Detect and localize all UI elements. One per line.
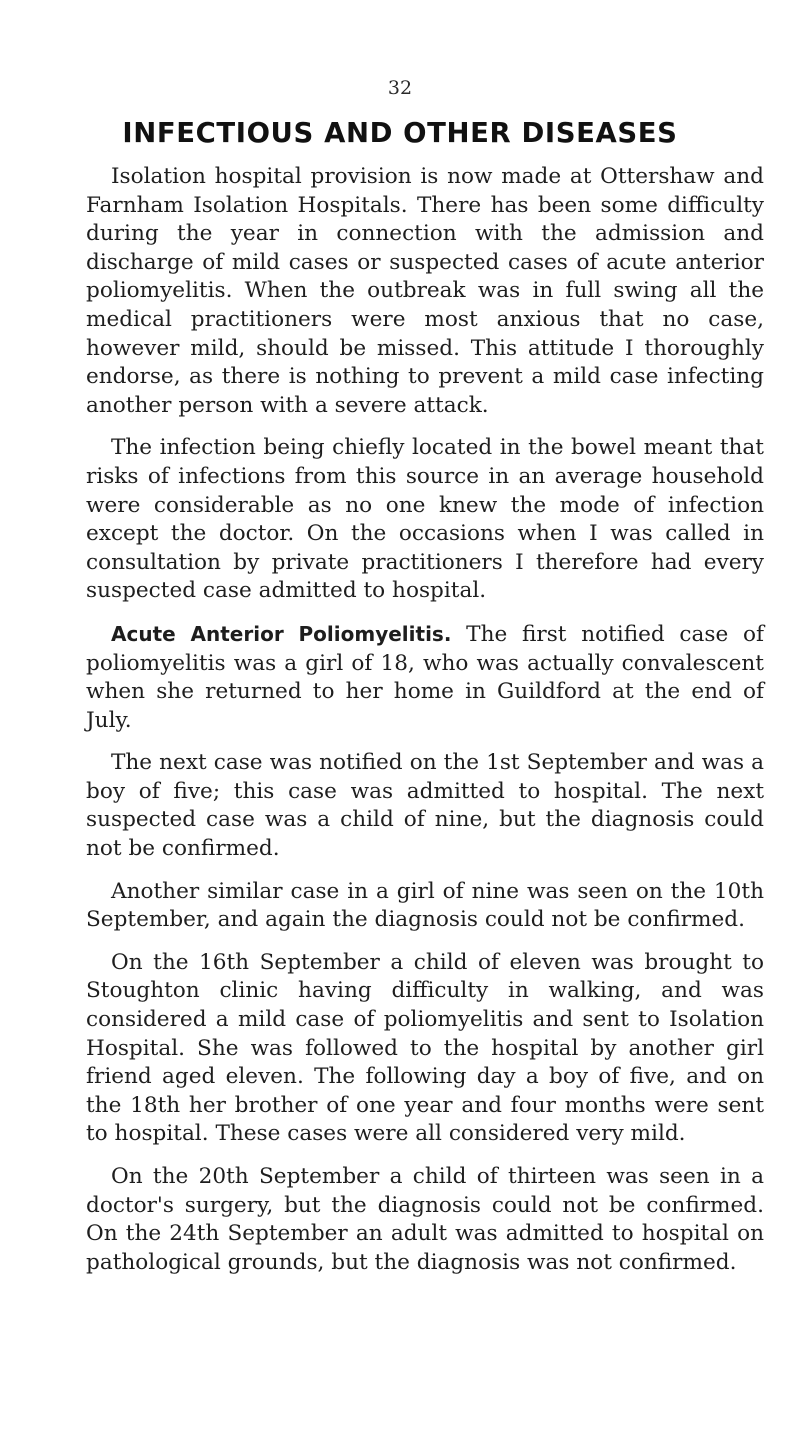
paragraph: [86, 163, 764, 420]
paragraph-text: On the 20th September a child of thirteen was seen in a doctor's surgery, but the diagnosis could not be confirmed. On the 24th September an adult was admitted to hospital on pathological grounds, but the diagnosis was not confirmed.: [86, 1164, 764, 1275]
section-heading: INFECTIOUS AND OTHER DISEASES: [122, 117, 678, 149]
paragraph-text: The first notified case of poliomyelitis was a girl of 18, who was actually convalescent when she returned to her home in Guildford at the end of July.: [86, 621, 764, 733]
paragraph: [86, 620, 764, 735]
body-text: [86, 163, 764, 1291]
paragraph: [86, 878, 764, 935]
paragraph-text: On the 16th September a child of eleven was brought to Stoughton clinic having difficulty in walking, and was considered a mild case of poliomyelitis and sent to Isolation Hospital. She was followed to the hospital by another girl friend aged eleven. The following day a boy of five, and on the 18th her brother of one year and four months were sent to hospital. These cases were all considered very mild.: [86, 949, 764, 1147]
paragraph: [86, 434, 764, 606]
page-number: 32: [387, 77, 413, 99]
paragraph-text: Another similar case in a girl of nine was seen on the 10th September, and again the diagnosis could not be confirmed.: [86, 878, 764, 933]
paragraph: [86, 749, 764, 863]
paragraph-text: Isolation hospital provision is now made at Ottershaw and Farnham Isolation Hospitals. There has been some difficulty during the year in connection with the admission and discharge of mild cases or suspected cases of acute anterior poliomyelitis. When the outbreak was in full swing all the medical practitioners were most anxious that no case, however mild, should be missed. This attitude I thoroughly endorse, as there is nothing to prevent a mild case infecting another person with a severe attack.: [86, 164, 764, 418]
paragraph-text: The infection being chiefly located in the bowel meant that risks of infections from this source in an average household were considerable as no one knew the mode of infection except the doctor. On the occasions when I was called in consultation by private practitioners I therefore had every suspected case admitted to hospital.: [86, 435, 764, 604]
paragraph-lead-heading: Acute Anterior Poliomyelitis.: [111, 621, 452, 646]
paragraph-text: The next case was notified on the 1st September and was a boy of five; this case was admitted to hospital. The next suspected case was a child of nine, but the diagnosis could not be confirmed.: [86, 750, 764, 862]
paragraph: [86, 949, 764, 1149]
paragraph: [86, 1163, 764, 1277]
